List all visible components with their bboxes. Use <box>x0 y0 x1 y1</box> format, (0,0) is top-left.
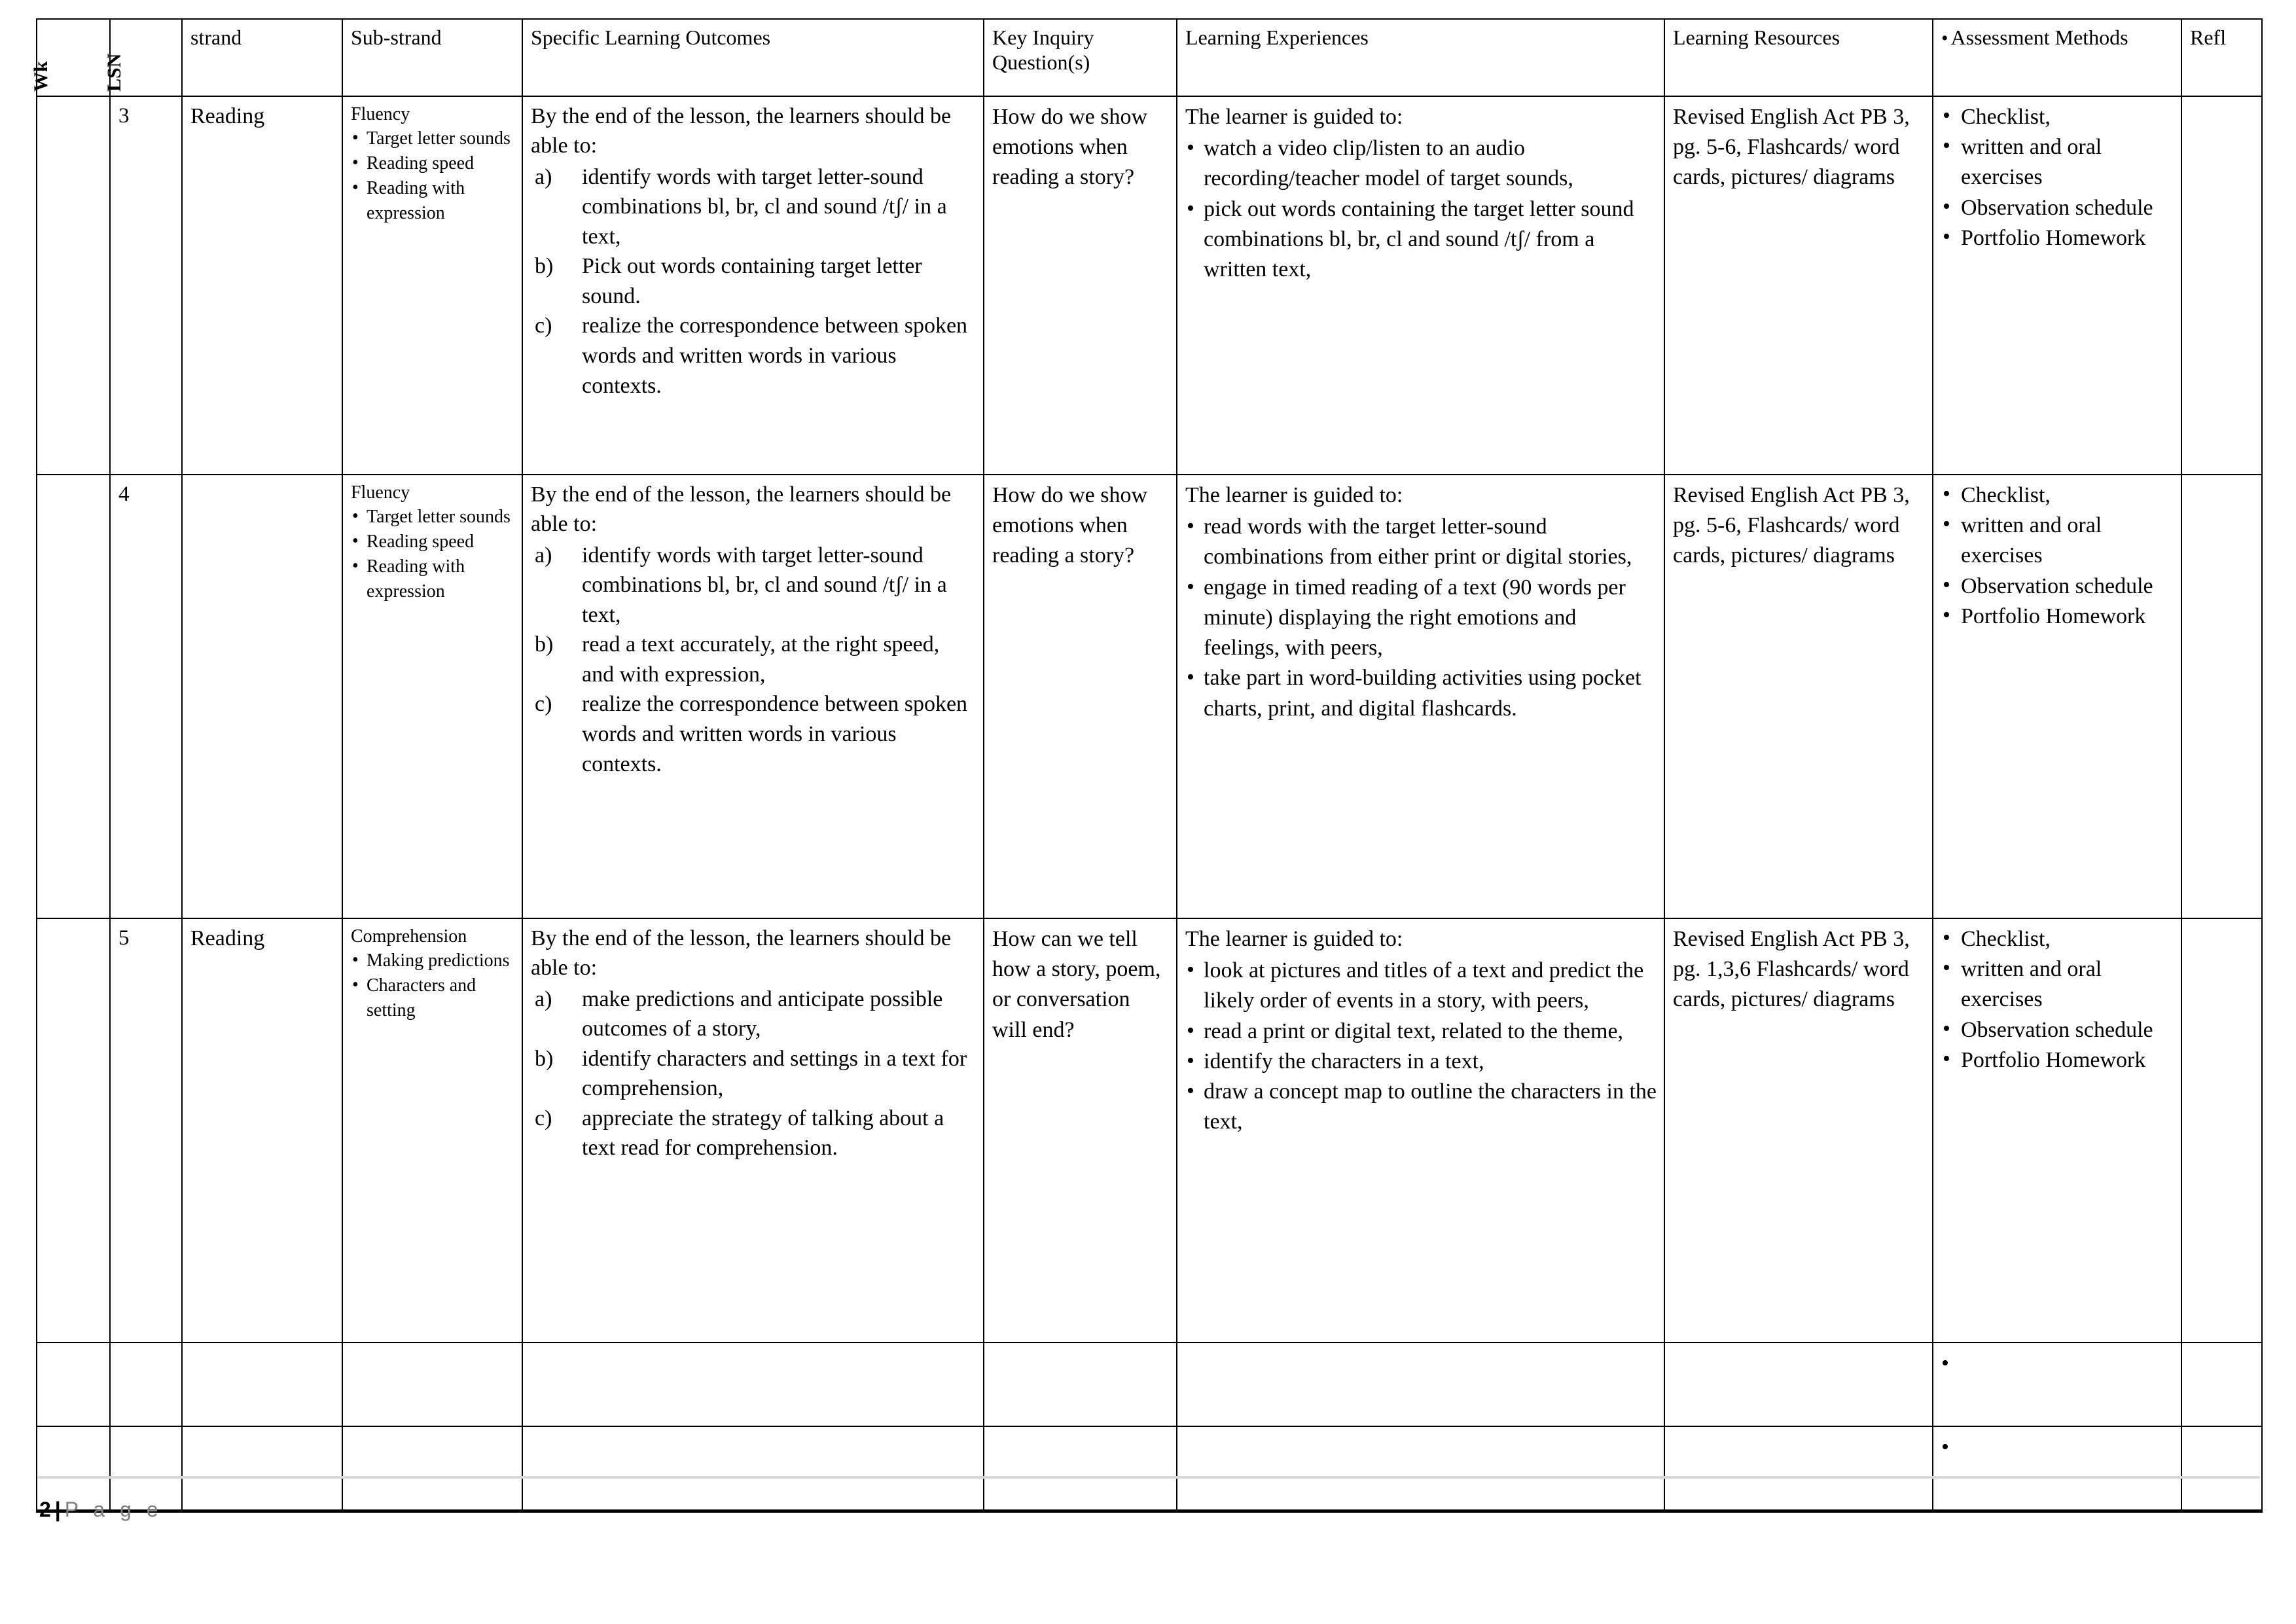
list-item: • Checklist, <box>1941 924 2174 954</box>
lex-intro: The learner is guided to: <box>1185 927 1403 951</box>
lex-list <box>1185 956 1657 1137</box>
cell-sub-strand <box>342 918 522 1343</box>
list-item: • Checklist, <box>1941 480 2174 511</box>
cell-specific-learning-outcomes <box>522 1426 984 1511</box>
list-item: • written and oral exercises <box>1941 954 2174 1015</box>
list-item: • Checklist, <box>1941 102 2174 132</box>
cell-lsn: 5 <box>110 918 182 1343</box>
table-row-blank <box>37 1343 2262 1426</box>
cell-assessment-methods <box>1933 475 2181 918</box>
column-header-reflection: Refl <box>2181 19 2262 96</box>
list-item: • Reading speed <box>351 530 515 554</box>
cell-strand: Reading <box>182 918 342 1343</box>
list-item: • Portfolio Homework <box>1941 223 2174 253</box>
assessment-list <box>1941 480 2174 632</box>
footer-page-number: 2 <box>39 1498 51 1521</box>
list-text: realize the correspondence between spoken words and written words in various contexts. <box>582 692 968 776</box>
list-item: • Characters and setting <box>351 973 515 1023</box>
list-item: • pick out words containing the target letter sound combinations bl, br, cl and sound /tʃ/ from a written text, <box>1185 194 1657 285</box>
cell-assessment-methods <box>1933 1343 2181 1426</box>
cell-key-inquiry-question: How do we show emotions when reading a story? <box>984 475 1177 918</box>
list-item <box>531 689 977 779</box>
sub-strand-list <box>351 505 515 604</box>
list-item: • Reading with expression <box>351 176 515 226</box>
cell-reflection <box>2181 1426 2262 1511</box>
list-text: identify words with target letter-sound combinations bl, br, cl and sound /tʃ/ in a text, <box>582 164 947 249</box>
cell-learning-resources: Revised English Act PB 3, pg. 5-6, Flashcards/ word cards, pictures/ diagrams <box>1664 96 1933 475</box>
cell-key-inquiry-question <box>984 1426 1177 1511</box>
list-marker: a) <box>535 986 552 1011</box>
column-header-lsn-label: LSN <box>103 53 125 92</box>
list-text: make predictions and anticipate possible outcomes of a story, <box>582 986 943 1041</box>
list-marker: b) <box>535 1046 554 1071</box>
scheme-of-work-table <box>30 18 2263 1513</box>
list-item: • Portfolio Homework <box>1941 1045 2174 1075</box>
slo-intro: By the end of the lesson, the learners should be able to: <box>531 482 952 536</box>
bullet-icon <box>1941 1435 1949 1459</box>
column-header-learning-resources: Learning Resources <box>1664 19 1933 96</box>
sub-strand-title: Comprehension <box>351 926 467 947</box>
list-marker: c) <box>535 314 552 338</box>
list-item: • watch a video clip/listen to an audio recording/teacher model of target sounds, <box>1185 134 1657 194</box>
cell-strand <box>182 475 342 918</box>
cell-key-inquiry-question: How do we show emotions when reading a story? <box>984 96 1177 475</box>
cell-learning-resources: Revised English Act PB 3, pg. 5-6, Flashcards/ word cards, pictures/ diagrams <box>1664 475 1933 918</box>
cell-wk <box>37 475 110 918</box>
list-text: read a text accurately, at the right speed, and with expression, <box>582 632 940 687</box>
column-header-assessment-methods: • Assessment Methods <box>1933 19 2181 96</box>
list-item: • engage in timed reading of a text (90 words per minute) displaying the right emotions and feelings, with peers, <box>1185 573 1657 664</box>
list-item: • look at pictures and titles of a text and predict the likely order of events in a story, with peers, <box>1185 956 1657 1016</box>
cell-lsn: 3 <box>110 96 182 475</box>
list-marker: c) <box>535 1106 552 1130</box>
column-header-specific-learning-outcomes: Specific Learning Outcomes <box>522 19 984 96</box>
table-row <box>37 475 2262 918</box>
cell-wk <box>37 918 110 1343</box>
cell-reflection <box>2181 96 2262 475</box>
lex-intro: The learner is guided to: <box>1185 483 1403 507</box>
list-item: • Observation schedule <box>1941 193 2174 223</box>
list-marker: b) <box>535 254 554 279</box>
table-header-row <box>30 19 2262 96</box>
lex-intro: The learner is guided to: <box>1185 105 1403 129</box>
cell-specific-learning-outcomes <box>522 96 984 475</box>
cell-specific-learning-outcomes <box>522 918 984 1343</box>
column-header-lsn <box>103 19 182 96</box>
cell-reflection <box>2181 918 2262 1343</box>
list-item: • Observation schedule <box>1941 571 2174 602</box>
column-header-wk <box>30 19 110 96</box>
list-item: • Reading speed <box>351 151 515 176</box>
cell-wk <box>37 96 110 475</box>
assessment-list <box>1941 102 2174 253</box>
cell-strand <box>182 1343 342 1426</box>
cell-learning-experiences <box>1177 1343 1664 1426</box>
cell-learning-resources: Revised English Act PB 3, pg. 1,3,6 Flashcards/ word cards, pictures/ diagrams <box>1664 918 1933 1343</box>
list-item <box>531 1104 977 1163</box>
lex-list <box>1185 512 1657 724</box>
list-item: • take part in word-building activities using pocket charts, print, and digital flashcards. <box>1185 663 1657 723</box>
sub-strand-title: Fluency <box>351 482 410 503</box>
list-item <box>531 251 977 311</box>
list-item: • Target letter sounds <box>351 505 515 530</box>
cell-assessment-methods <box>1933 1426 2181 1511</box>
cell-sub-strand <box>342 1426 522 1511</box>
list-text: Pick out words containing target letter sound. <box>582 254 922 308</box>
cell-reflection <box>2181 1343 2262 1426</box>
cell-learning-experiences <box>1177 96 1664 475</box>
list-item: • read words with the target letter-sound combinations from either print or digital stories, <box>1185 512 1657 572</box>
list-marker: b) <box>535 632 554 657</box>
list-text: identify characters and settings in a text for comprehension, <box>582 1046 967 1101</box>
list-item: • read a print or digital text, related to the theme, <box>1185 1017 1657 1047</box>
cell-learning-resources <box>1664 1426 1933 1511</box>
list-marker: a) <box>535 543 552 568</box>
cell-learning-experiences <box>1177 1426 1664 1511</box>
cell-learning-experiences <box>1177 475 1664 918</box>
cell-specific-learning-outcomes <box>522 1343 984 1426</box>
cell-strand <box>182 1426 342 1511</box>
lex-list <box>1185 134 1657 285</box>
column-header-wk-label: Wk <box>30 61 52 92</box>
list-item <box>531 630 977 689</box>
cell-lsn: 4 <box>110 475 182 918</box>
slo-intro: By the end of the lesson, the learners should be able to: <box>531 926 952 980</box>
cell-lsn <box>110 1343 182 1426</box>
cell-sub-strand <box>342 96 522 475</box>
list-item: • draw a concept map to outline the characters in the text, <box>1185 1077 1657 1137</box>
footer-divider <box>38 1476 2260 1479</box>
list-item: • Target letter sounds <box>351 126 515 151</box>
bullet-icon <box>1941 1351 1949 1375</box>
list-item: • Observation schedule <box>1941 1015 2174 1045</box>
list-marker: a) <box>535 164 552 189</box>
column-header-key-inquiry-questions: Key Inquiry Question(s) <box>984 19 1177 96</box>
table-row-blank <box>37 1426 2262 1511</box>
cell-assessment-methods <box>1933 918 2181 1343</box>
list-item: • Reading with expression <box>351 554 515 604</box>
cell-sub-strand <box>342 1343 522 1426</box>
cell-learning-resources <box>1664 1343 1933 1426</box>
list-marker: c) <box>535 692 552 717</box>
assessment-list <box>1941 924 2174 1075</box>
list-item <box>531 311 977 401</box>
cell-sub-strand <box>342 475 522 918</box>
cell-specific-learning-outcomes <box>522 475 984 918</box>
table-body <box>37 96 2262 1511</box>
list-item: • Making predictions <box>351 948 515 973</box>
cell-wk <box>37 1343 110 1426</box>
list-item: • Portfolio Homework <box>1941 602 2174 632</box>
cell-key-inquiry-question <box>984 1343 1177 1426</box>
list-item <box>531 162 977 252</box>
cell-reflection <box>2181 475 2262 918</box>
column-header-strand: strand <box>182 19 342 96</box>
cell-key-inquiry-question: How can we tell how a story, poem, or conversation will end? <box>984 918 1177 1343</box>
table-row <box>37 918 2262 1343</box>
cell-learning-experiences <box>1177 918 1664 1343</box>
column-header-learning-experiences: Learning Experiences <box>1177 19 1664 96</box>
cell-strand: Reading <box>182 96 342 475</box>
list-text: appreciate the strategy of talking about a text read for comprehension. <box>582 1106 944 1161</box>
list-item <box>531 541 977 630</box>
sub-strand-list <box>351 126 515 226</box>
list-item: • identify the characters in a text, <box>1185 1047 1657 1077</box>
column-header-sub-strand: Sub-strand <box>342 19 522 96</box>
slo-list <box>531 541 977 779</box>
list-item <box>531 984 977 1044</box>
table-row <box>37 96 2262 475</box>
list-item: • written and oral exercises <box>1941 511 2174 571</box>
slo-list <box>531 984 977 1163</box>
slo-intro: By the end of the lesson, the learners should be able to: <box>531 104 952 158</box>
list-text: identify words with target letter-sound combinations bl, br, cl and sound /tʃ/ in a text, <box>582 543 947 627</box>
sub-strand-title: Fluency <box>351 104 410 124</box>
list-item <box>531 1044 977 1104</box>
footer-page-label: P a g e <box>64 1498 163 1521</box>
list-item: • written and oral exercises <box>1941 132 2174 192</box>
sub-strand-list <box>351 948 515 1023</box>
page-footer <box>39 1498 163 1522</box>
cell-assessment-methods <box>1933 96 2181 475</box>
list-text: realize the correspondence between spoken words and written words in various contexts. <box>582 314 968 398</box>
footer-separator: | <box>54 1498 61 1521</box>
slo-list <box>531 162 977 401</box>
